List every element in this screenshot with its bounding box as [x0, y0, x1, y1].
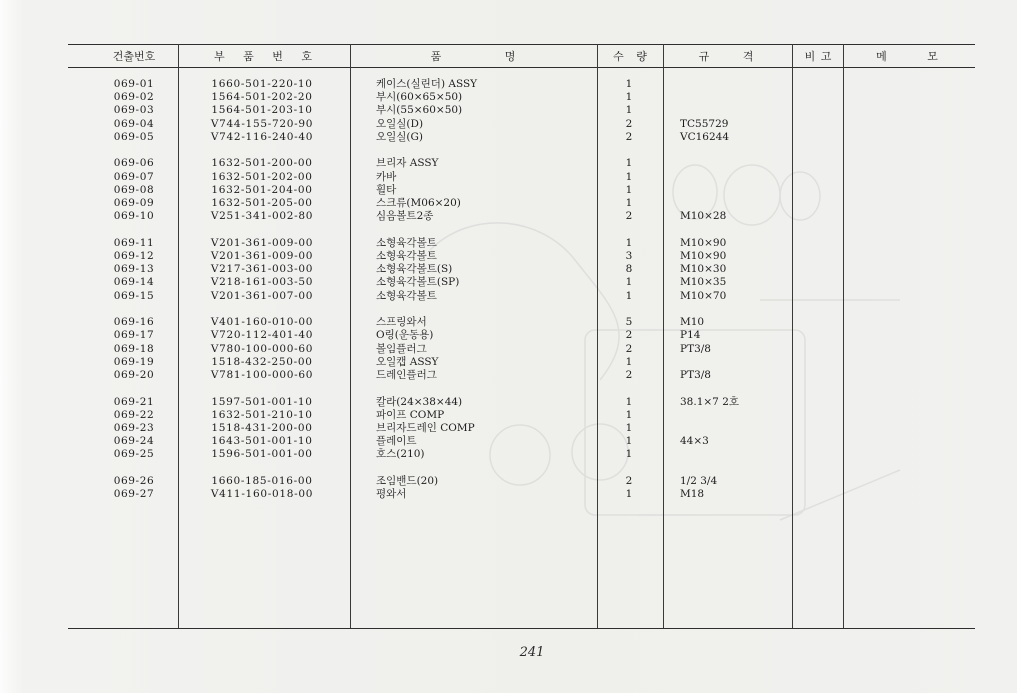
cell-name: 부시(60×65×50)	[376, 91, 463, 104]
page-number: 241	[519, 645, 545, 660]
cell-part-no: V742-116-240-40	[210, 130, 314, 143]
table-row	[0, 104, 1017, 117]
cell-no: 069-20	[113, 369, 155, 382]
cell-name: 케이스(실린더) ASSY	[376, 78, 478, 90]
cell-name: 브리자 ASSY	[376, 157, 439, 170]
header-part-no: 부 품 번 호	[214, 50, 312, 63]
cell-part-no: 1660-501-220-10	[211, 78, 313, 90]
header-name: 품 명	[430, 50, 516, 63]
table-row	[0, 78, 1017, 91]
table-row	[0, 210, 1017, 223]
cell-name: 조임밴드(20)	[376, 474, 439, 487]
cell-qty: 1	[625, 421, 633, 434]
header-memo: 메 모	[876, 50, 938, 63]
cell-name: 평와서	[376, 488, 407, 501]
cell-part-no: 1564-501-202-20	[211, 91, 313, 104]
cell-spec: M10×28	[680, 210, 727, 223]
cell-spec: M10×90	[680, 236, 727, 249]
table-row	[0, 329, 1017, 342]
cell-spec: TC55729	[680, 117, 729, 130]
table-row	[0, 396, 1017, 409]
header-ref-no: 건출번호	[112, 50, 156, 63]
table-row	[0, 184, 1017, 197]
table-row	[0, 409, 1017, 422]
cell-qty: 1	[625, 355, 633, 368]
table-row	[0, 237, 1017, 250]
cell-name: 소형육각볼트	[376, 236, 437, 249]
cell-no: 069-11	[113, 236, 155, 249]
cell-no: 069-14	[113, 276, 155, 289]
cell-qty: 1	[625, 170, 633, 183]
table-row	[0, 448, 1017, 461]
cell-part-no: V720-112-401-40	[210, 329, 314, 342]
cell-no: 069-04	[113, 117, 155, 130]
cell-spec: M10	[680, 316, 705, 329]
table-row	[0, 263, 1017, 276]
table-row	[0, 197, 1017, 210]
cell-qty: 2	[625, 369, 633, 382]
cell-qty: 2	[625, 130, 633, 143]
cell-name: 소형육각볼트	[376, 249, 437, 262]
cell-qty: 1	[625, 197, 633, 210]
cell-spec: VC16244	[680, 130, 730, 143]
cell-no: 069-23	[113, 421, 155, 434]
cell-part-no: 1632-501-204-00	[211, 183, 313, 196]
cell-no: 069-12	[113, 249, 155, 262]
table-row	[0, 118, 1017, 131]
cell-part-no: 1596-501-001-00	[211, 448, 313, 461]
cell-part-no: 1660-185-016-00	[211, 474, 313, 487]
cell-no: 069-05	[113, 130, 155, 143]
table-top-rule	[68, 44, 975, 45]
header-qty: 수 량	[613, 50, 647, 63]
cell-no: 069-25	[113, 448, 155, 461]
cell-qty: 1	[625, 91, 633, 104]
cell-name: 드레인플러그	[376, 369, 437, 382]
cell-name: 볼임플러그	[376, 342, 427, 355]
cell-part-no: V411-160-018-00	[210, 488, 314, 501]
cell-qty: 2	[625, 329, 633, 342]
cell-qty: 2	[625, 474, 633, 487]
cell-name: 카바	[376, 170, 397, 183]
cell-name: 호스(210)	[376, 448, 425, 461]
cell-qty: 8	[625, 263, 633, 276]
cell-part-no: 1643-501-001-10	[211, 435, 313, 448]
cell-part-no: 1632-501-202-00	[211, 170, 313, 183]
cell-no: 069-06	[113, 157, 155, 170]
cell-no: 069-09	[113, 197, 155, 210]
table-row	[0, 343, 1017, 356]
cell-part-no: V780-100-000-60	[210, 342, 314, 355]
cell-qty: 2	[625, 210, 633, 223]
cell-part-no: V744-155-720-90	[210, 117, 314, 130]
table-row	[0, 356, 1017, 369]
cell-spec: PT3/8	[680, 342, 711, 355]
table-row	[0, 250, 1017, 263]
cell-part-no: 1632-501-210-10	[211, 408, 313, 421]
table-row	[0, 276, 1017, 289]
cell-spec: M18	[680, 488, 705, 501]
cell-qty: 3	[625, 249, 633, 262]
table-bottom-rule	[68, 628, 975, 629]
cell-no: 069-08	[113, 183, 155, 196]
cell-part-no: 1632-501-205-00	[211, 197, 313, 210]
cell-name: 휠타	[376, 183, 397, 196]
cell-part-no: V251-341-002-80	[210, 210, 314, 223]
cell-qty: 1	[625, 488, 633, 501]
cell-no: 069-10	[113, 210, 155, 223]
cell-no: 069-22	[113, 408, 155, 421]
table-row	[0, 488, 1017, 501]
cell-qty: 1	[625, 183, 633, 196]
table-row	[0, 475, 1017, 488]
cell-name: 오일실(D)	[376, 117, 424, 130]
cell-name: 플레이트	[376, 435, 417, 448]
cell-no: 069-16	[113, 316, 155, 329]
table-row	[0, 131, 1017, 144]
cell-no: 069-03	[113, 104, 155, 117]
cell-part-no: V201-361-009-00	[210, 249, 314, 262]
cell-no: 069-02	[113, 91, 155, 104]
cell-no: 069-18	[113, 342, 155, 355]
cell-part-no: 1518-431-200-00	[211, 421, 313, 434]
table-row	[0, 171, 1017, 184]
cell-qty: 1	[625, 276, 633, 289]
cell-no: 069-15	[113, 289, 155, 302]
cell-spec: 44×3	[680, 435, 709, 448]
cell-no: 069-07	[113, 170, 155, 183]
cell-no: 069-21	[113, 395, 155, 408]
cell-qty: 1	[625, 395, 633, 408]
cell-name: 부시(55×60×50)	[376, 104, 463, 117]
parts-table-body	[0, 78, 1017, 518]
cell-qty: 1	[625, 104, 633, 117]
cell-part-no: V217-361-003-00	[210, 263, 314, 276]
cell-name: 브리자드레인 COMP	[376, 421, 475, 434]
cell-spec: PT3/8	[680, 369, 711, 382]
cell-qty: 1	[625, 78, 633, 90]
cell-spec: M10×90	[680, 249, 727, 262]
header-note: 비 고	[804, 50, 832, 63]
cell-part-no: V201-361-007-00	[210, 289, 314, 302]
cell-name: 오일캡 ASSY	[376, 355, 439, 368]
cell-qty: 2	[625, 117, 633, 130]
cell-qty: 1	[625, 157, 633, 170]
cell-part-no: 1632-501-200-00	[211, 157, 313, 170]
table-row	[0, 316, 1017, 329]
cell-spec: 1/2 3/4	[680, 474, 718, 487]
cell-name: 스프링와서	[376, 316, 427, 329]
cell-qty: 1	[625, 435, 633, 448]
cell-spec: P14	[680, 329, 701, 342]
header-spec: 규 격	[698, 50, 754, 63]
cell-part-no: V218-161-003-50	[210, 276, 314, 289]
table-row	[0, 369, 1017, 382]
cell-qty: 1	[625, 236, 633, 249]
cell-spec: 38.1×7 2호	[680, 395, 740, 408]
cell-name: 소형육각볼트	[376, 289, 437, 302]
table-row	[0, 422, 1017, 435]
table-row	[0, 290, 1017, 303]
cell-no: 069-26	[113, 474, 155, 487]
cell-name: 파이프 COMP	[376, 408, 445, 421]
cell-no: 069-19	[113, 355, 155, 368]
cell-part-no: 1564-501-203-10	[211, 104, 313, 117]
cell-qty: 5	[625, 316, 633, 329]
cell-no: 069-27	[113, 488, 155, 501]
table-row	[0, 435, 1017, 448]
cell-name: 심음볼트2종	[376, 210, 434, 223]
header-bottom-rule	[68, 67, 975, 68]
cell-name: 칼라(24×38×44)	[376, 395, 463, 408]
cell-no: 069-01	[113, 78, 155, 90]
cell-no: 069-13	[113, 263, 155, 276]
cell-spec: M10×30	[680, 263, 727, 276]
cell-part-no: 1597-501-001-10	[211, 395, 313, 408]
cell-name: 오일실(G)	[376, 130, 424, 143]
cell-part-no: V201-361-009-00	[210, 236, 314, 249]
cell-part-no: V401-160-010-00	[210, 316, 314, 329]
cell-name: 소형육각볼트(SP)	[376, 276, 460, 289]
cell-name: O링(운동용)	[376, 329, 434, 342]
cell-no: 069-24	[113, 435, 155, 448]
cell-no: 069-17	[113, 329, 155, 342]
cell-name: 소형육각볼트(S)	[376, 263, 453, 276]
table-row	[0, 91, 1017, 104]
table-row	[0, 157, 1017, 170]
cell-qty: 1	[625, 408, 633, 421]
cell-name: 스크류(M06×20)	[376, 197, 461, 210]
cell-part-no: V781-100-000-60	[210, 369, 314, 382]
cell-qty: 1	[625, 448, 633, 461]
cell-qty: 1	[625, 289, 633, 302]
cell-spec: M10×70	[680, 289, 727, 302]
cell-spec: M10×35	[680, 276, 727, 289]
cell-qty: 2	[625, 342, 633, 355]
cell-part-no: 1518-432-250-00	[211, 355, 313, 368]
